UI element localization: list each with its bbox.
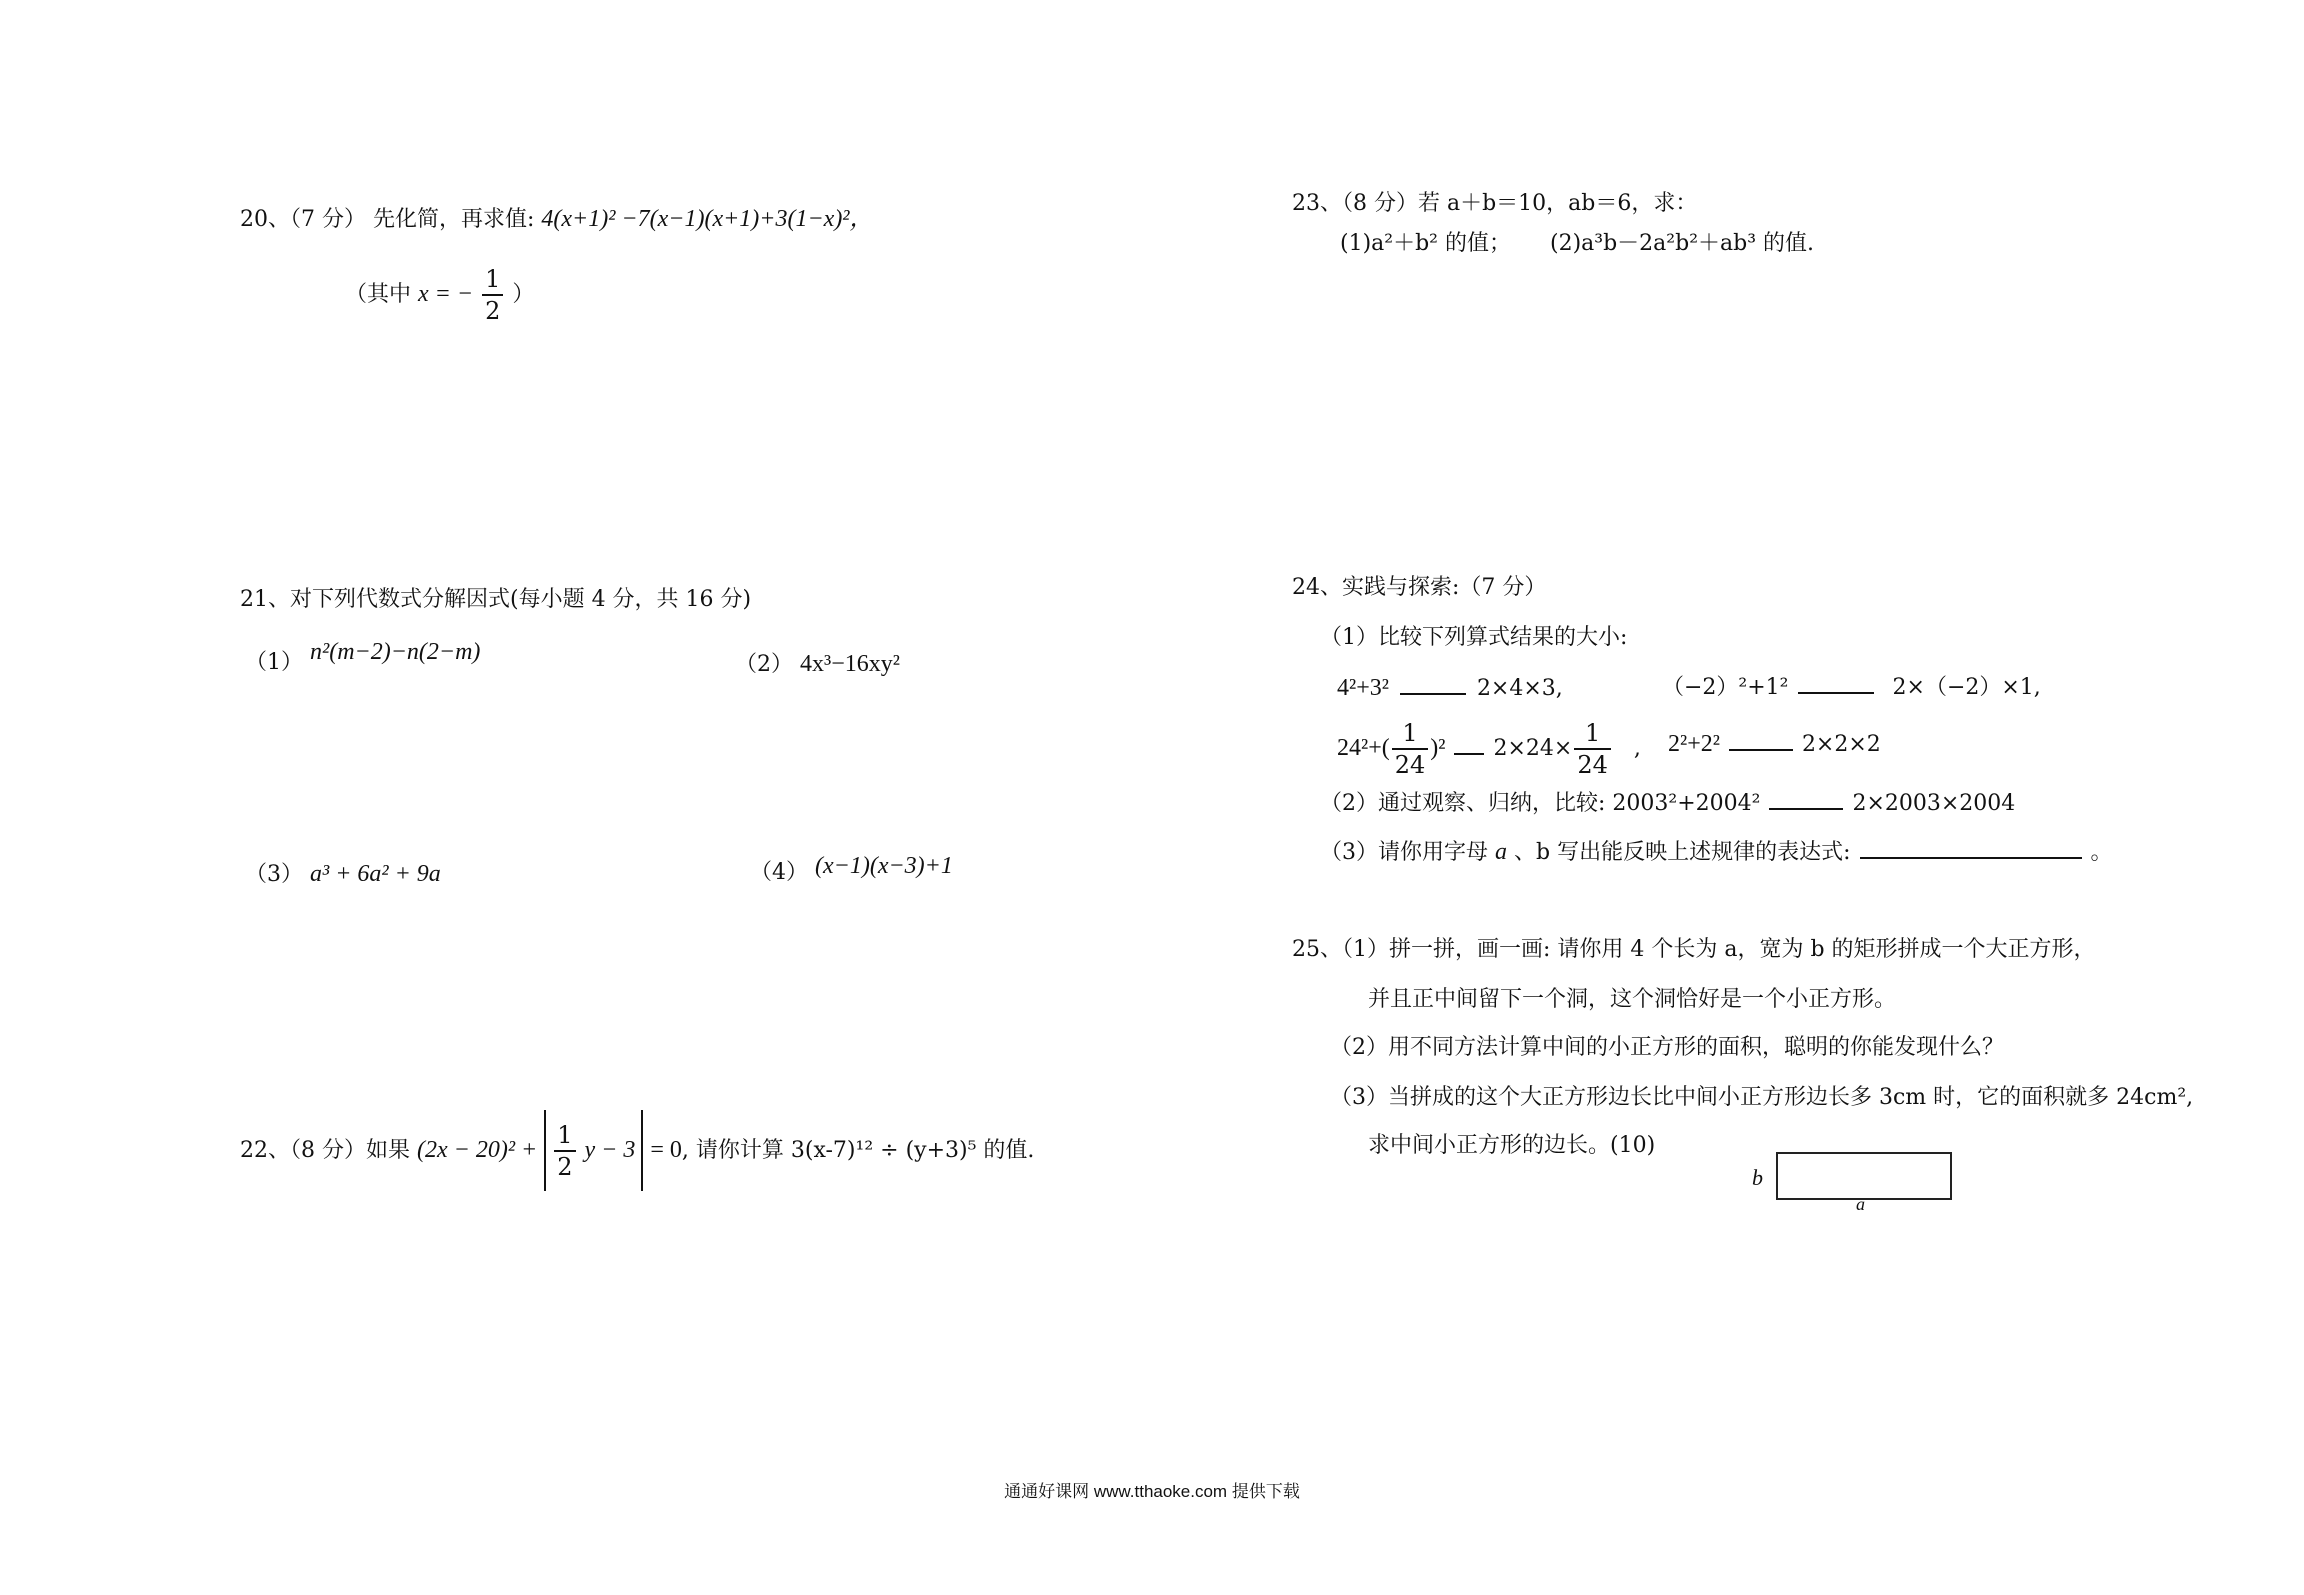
q24-p3-var: a — [1495, 839, 1507, 865]
q24-r2-comma: , — [1633, 736, 1641, 761]
q24-r2-fraction-1 — [1392, 718, 1429, 780]
q24-r2a-blank — [1454, 735, 1484, 755]
q24-row1-b — [1662, 674, 2041, 702]
q22-suffix: , 请你计算 3(x-7)¹² ÷ (y+3)⁵ 的值. — [681, 1138, 1035, 1163]
q24-r1b-blank — [1798, 674, 1874, 694]
q21-p1-expr: n²(m−2)−n(2−m) — [310, 639, 481, 665]
q24-r1a-left: 4²+3² — [1337, 675, 1389, 701]
q24-part1-prompt: （1）比较下列算式结果的大小: — [1320, 625, 1628, 650]
q20-frac-num: 1 — [482, 264, 503, 296]
q21-part2 — [735, 650, 900, 679]
q22-equals: = 0 — [650, 1137, 682, 1163]
q22-abs-tail: y − 3 — [584, 1137, 636, 1163]
q24-r2b-right: 2×2×2 — [1801, 732, 1881, 757]
q25-fig-label-a: a — [1856, 1194, 1865, 1214]
q24-r1a-blank — [1400, 675, 1466, 695]
q24-p2-blank — [1769, 790, 1843, 810]
q24-row1-a — [1337, 674, 1563, 703]
q23-part2: (2)a³b－2a²b²＋ab³ 的值. — [1550, 231, 1815, 256]
q24-row2-b — [1668, 730, 1881, 759]
q24-p3-left: （3）请你用字母 — [1320, 840, 1488, 865]
q20-cond-open: （其中 — [345, 282, 412, 307]
q24-r2-frac2-den: 24 — [1577, 751, 1608, 779]
q24-p2-left: （2）通过观察、归纳，比较: 2003²+2004² — [1320, 791, 1761, 816]
footer-credit: 通通好课网 www.tthaoke.com 提供下载 — [1004, 1482, 1300, 1501]
q24-title: 24、实践与探索:（7 分） — [1292, 575, 1547, 600]
q25-line5: 求中间小正方形的边长。(10) — [1368, 1133, 1656, 1158]
q25-line4: （3）当拼成的这个大正方形边长比中间小正方形边长多 3cm 时，它的面积就多 24cm², — [1330, 1085, 2194, 1110]
q22-fraction — [554, 1120, 575, 1182]
q21-p4-label: （4） — [750, 860, 808, 885]
q20-line — [240, 205, 874, 234]
q24-r2-fraction-2 — [1574, 718, 1611, 780]
q25-line3: （2）用不同方法计算中间的小正方形的面积，聪明的你能发现什么？ — [1330, 1035, 2004, 1060]
q21-part3 — [245, 860, 441, 889]
q24-part3 — [1320, 838, 2113, 867]
q25-line1: 25、（1）拼一拼，画一画: 请你用 4 个长为 a，宽为 b 的矩形拼成一个大正方形， — [1292, 937, 2096, 962]
q24-r2b-blank — [1729, 731, 1793, 751]
q20-cond-close: ） — [512, 282, 535, 307]
q24-p2-right: 2×2003×2004 — [1852, 791, 2016, 816]
q24-r1a-right: 2×4×3, — [1476, 676, 1563, 701]
q20-frac-den: 2 — [485, 297, 501, 325]
q23-part1: (1)a²＋b² 的值； — [1340, 231, 1511, 256]
q24-r2a-left: 24²+( — [1337, 735, 1390, 761]
q22-line — [240, 1110, 1034, 1191]
q24-p3-blank — [1860, 839, 2082, 859]
q25-fig-label-b: b — [1752, 1165, 1763, 1190]
q24-r2-frac1-num: 1 — [1392, 718, 1429, 750]
q22-frac-den: 2 — [557, 1153, 573, 1181]
q25-line2: 并且正中间留下一个洞，这个洞恰好是一个小正方形。 — [1368, 987, 1897, 1012]
q20-fraction — [482, 264, 503, 326]
q24-part2 — [1320, 790, 2015, 818]
q24-r2a-mid: )² — [1430, 735, 1446, 761]
q20-condition — [345, 262, 534, 327]
q22-absolute-value — [544, 1110, 643, 1191]
q21-p3-label: （3） — [245, 862, 303, 887]
q24-p3-mid: 、b 写出能反映上述规律的表达式: — [1514, 840, 1851, 865]
q21-p3-expr: a³ + 6a² + 9a — [310, 861, 441, 887]
q21-p2-expr: 4x³−16xy² — [800, 651, 900, 677]
q21-part1 — [245, 639, 481, 677]
q21-title: 21、对下列代数式分解因式(每小题 4 分，共 16 分) — [240, 587, 752, 612]
q21-p2-label: （2） — [735, 652, 793, 677]
q21-p1-label: （1） — [245, 650, 303, 675]
q24-r2-frac2-num: 1 — [1574, 718, 1611, 750]
q21-p4-expr: (x−1)(x−3)+1 — [815, 853, 953, 879]
q21-part4 — [750, 853, 953, 887]
q22-prefix: 22、（8 分）如果 — [240, 1138, 410, 1163]
q20-cond-var: x = − — [418, 281, 474, 307]
q22-frac-num: 1 — [554, 1120, 575, 1152]
q24-r2a-right: 2×24× — [1493, 736, 1573, 761]
q24-row2-a — [1337, 710, 1641, 787]
q20-expression: 4(x+1)² −7(x−1)(x+1)+3(1−x)²， — [541, 206, 874, 232]
q24-r1b-right: 2×（−2）×1, — [1892, 675, 2041, 700]
q24-r1b-left: （−2）²+1² — [1662, 675, 1789, 700]
q24-p3-end: 。 — [2090, 840, 2113, 865]
q23-line1: 23、（8 分）若 a＋b＝10，ab＝6，求： — [1292, 191, 1698, 216]
q20-prefix: 20、（7 分） 先化简，再求值: — [240, 207, 542, 232]
q22-expr-a: (2x − 20)² + — [417, 1137, 538, 1163]
q24-r2b-left: 2²+2² — [1668, 731, 1720, 757]
q24-r2-frac1-den: 24 — [1394, 751, 1426, 779]
